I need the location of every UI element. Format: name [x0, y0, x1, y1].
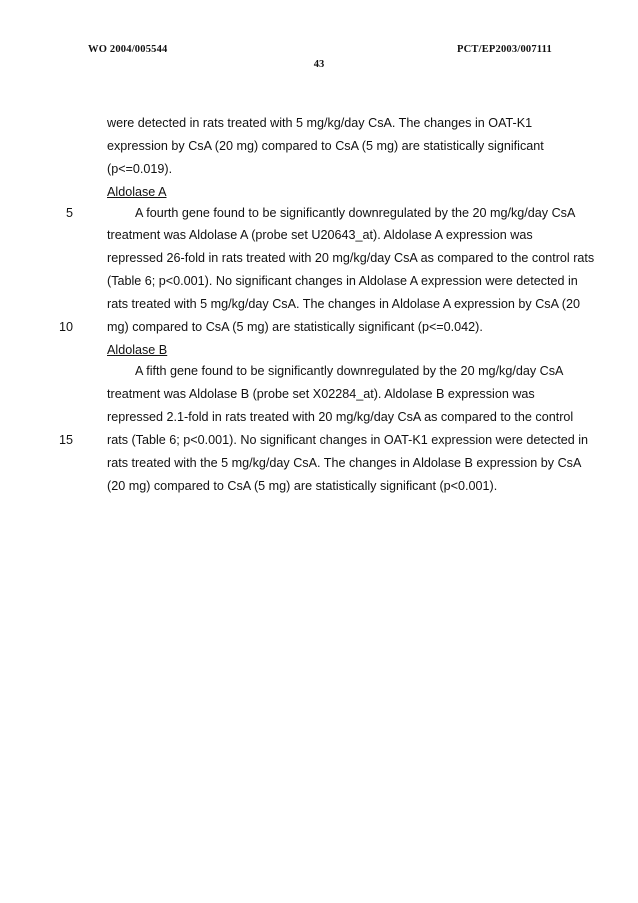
- text-line: rats (Table 6; p<0.001). No significant changes in OAT-K1 expression were detected in: [107, 433, 589, 447]
- application-number: PCT/EP2003/007111: [457, 44, 552, 55]
- line-number: 15: [59, 433, 74, 447]
- text-line: (p<=0.019).: [107, 162, 173, 176]
- publication-number: WO 2004/005544: [88, 44, 168, 55]
- section-heading-aldolase-b: Aldolase B: [107, 343, 168, 357]
- text-line: mg) compared to CsA (5 mg) are statistically significant (p<=0.042).: [107, 320, 483, 334]
- text-line: expression by CsA (20 mg) compared to CsA (5 mg) are statistically significant: [107, 139, 544, 153]
- line-number: 5: [66, 206, 74, 220]
- text-line: (Table 6; p<0.001). No significant changes in Aldolase A expression were detected in: [107, 274, 578, 288]
- text-line: treatment was Aldolase A (probe set U20643_at). Aldolase A expression was: [107, 228, 533, 242]
- text-line: repressed 2.1-fold in rats treated with 20 mg/kg/day CsA as compared to the control: [107, 410, 574, 424]
- text-line: A fourth gene found to be significantly downregulated by the 20 mg/kg/day CsA: [135, 206, 576, 220]
- section-heading-aldolase-a: Aldolase A: [107, 185, 167, 199]
- text-line: rats treated with the 5 mg/kg/day CsA. The changes in Aldolase B expression by CsA: [107, 456, 582, 470]
- text-line: (20 mg) compared to CsA (5 mg) are statistically significant (p<0.001).: [107, 479, 498, 493]
- text-line: rats treated with 5 mg/kg/day CsA. The changes in Aldolase A expression by CsA (20: [107, 297, 580, 311]
- text-line: repressed 26-fold in rats treated with 20 mg/kg/day CsA as compared to the control rats: [107, 251, 595, 265]
- line-number: 10: [59, 320, 74, 334]
- page-number: 43: [313, 59, 325, 70]
- text-line: treatment was Aldolase B (probe set X02284_at). Aldolase B expression was: [107, 387, 535, 401]
- text-line: A fifth gene found to be significantly downregulated by the 20 mg/kg/day CsA: [135, 364, 564, 378]
- text-line: were detected in rats treated with 5 mg/kg/day CsA. The changes in OAT-K1: [107, 116, 533, 130]
